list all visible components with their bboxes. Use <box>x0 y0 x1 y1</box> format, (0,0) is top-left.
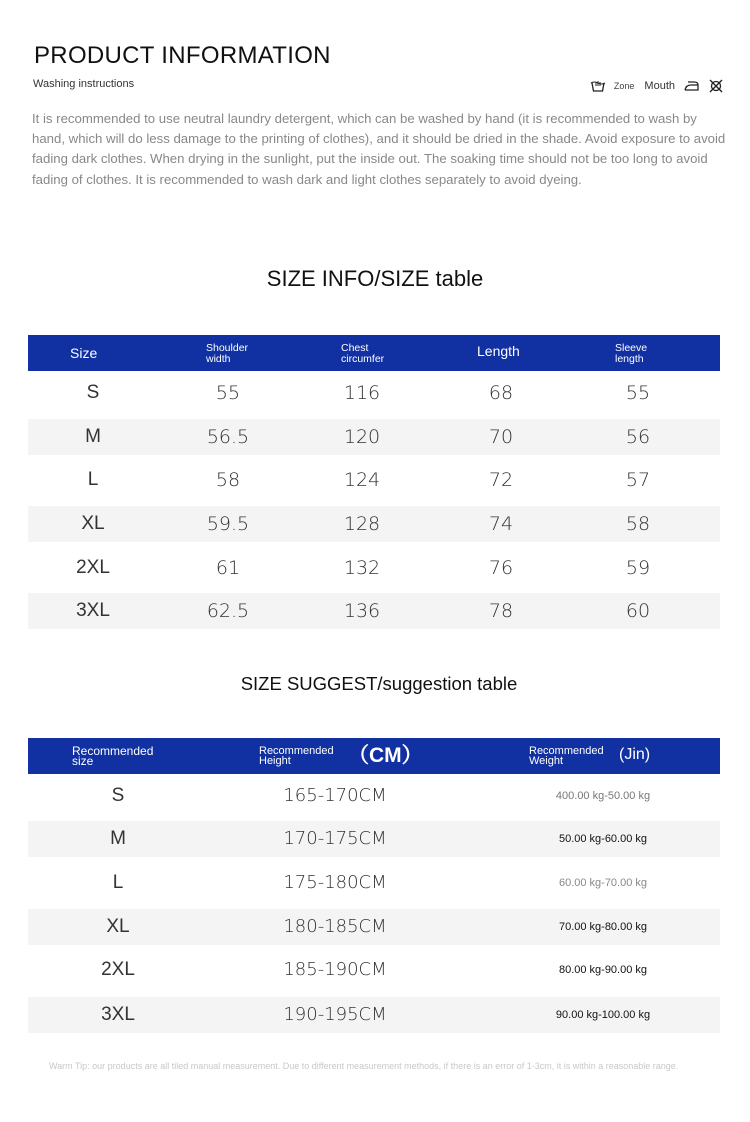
cell-size: 2XL <box>76 557 110 578</box>
cell-height: 190-195CM <box>283 1004 387 1025</box>
size-suggest-title: SIZE SUGGEST/suggestion table <box>240 673 518 694</box>
no-tumble-dry-icon <box>708 78 724 94</box>
cell-length: 68 <box>488 382 514 404</box>
cell-height: 180-185CM <box>283 916 387 937</box>
size-suggest-row <box>28 909 720 945</box>
iron-icon <box>683 79 700 93</box>
cell-chest: 132 <box>343 557 381 579</box>
header-rec-height <box>259 746 334 766</box>
cell-shoulder: 55 <box>215 382 241 404</box>
cell-length: 76 <box>488 557 514 579</box>
cell-size: L <box>87 469 99 490</box>
header-rec-weight-line1: Recommended <box>529 745 604 757</box>
size-suggest-row <box>28 778 720 814</box>
cell-size: M <box>85 426 101 447</box>
cell-length: 72 <box>488 469 514 491</box>
size-info-row <box>28 550 720 586</box>
header-rec-height-line1: Recommended <box>259 745 334 757</box>
size-info-row <box>28 419 720 455</box>
cell-size: 3XL <box>76 600 110 621</box>
cell-height: 185-190CM <box>283 959 387 980</box>
care-mouth-label: Mouth <box>644 80 675 92</box>
header-sleeve <box>615 343 647 364</box>
size-info-header <box>28 335 720 371</box>
cell-length: 70 <box>488 426 514 448</box>
hand-wash-icon <box>590 79 606 93</box>
cell-size: S <box>86 382 100 403</box>
header-shoulder-line2: width <box>206 352 231 365</box>
cell-size: L <box>112 872 124 893</box>
header-shoulder-line1: Shoulder <box>206 342 249 354</box>
header-chest <box>341 343 384 364</box>
header-chest-line1: Chest <box>341 342 369 354</box>
header-rec-size <box>72 746 153 766</box>
cell-shoulder: 59.5 <box>206 513 250 535</box>
cell-chest: 136 <box>343 600 381 622</box>
size-suggest-row <box>28 821 720 857</box>
header-rec-size-line1: Recommended <box>72 744 154 758</box>
cell-length: 78 <box>488 600 514 622</box>
care-zone-label: Zone <box>613 81 635 91</box>
cell-shoulder: 58 <box>215 469 241 491</box>
size-suggest-row <box>28 952 720 988</box>
cell-chest: 128 <box>343 513 381 535</box>
header-rec-height-line2: Height <box>259 755 291 767</box>
cell-sleeve: 59 <box>625 557 651 579</box>
header-size: Size <box>70 345 98 361</box>
header-shoulder <box>206 343 248 364</box>
cell-weight: 60.00 kg-70.00 kg <box>558 877 648 889</box>
size-info-title: SIZE INFO/SIZE table <box>266 266 484 291</box>
cell-size: M <box>110 828 126 849</box>
washing-instructions-text: It is recommended to use neutral laundry detergent, which can be washed by hand (it is recommended to wash by hand, which will do less damage to the printing of clothes), and it should be dried in the shade. Avoid exposure to avoid fading dark clothes. When drying in the sunlight, put the inside out. The soaking time should not be too long to avoid fading of clothes. It is recommended to wash dark and light clothes separately to avoid dyeing. <box>32 111 726 187</box>
cell-chest: 116 <box>343 382 381 404</box>
header-height-unit: （CM） <box>348 744 423 767</box>
size-info-row <box>28 375 720 411</box>
size-info-row <box>28 462 720 498</box>
cell-weight: 80.00 kg-90.00 kg <box>558 964 648 976</box>
washing-instructions-label: Washing instructions <box>33 78 135 90</box>
cell-length: 74 <box>488 513 514 535</box>
cell-size: XL <box>106 916 130 937</box>
cell-size: 2XL <box>101 959 135 980</box>
size-suggest-row <box>28 865 720 901</box>
cell-weight: 90.00 kg-100.00 kg <box>555 1009 651 1021</box>
cell-size: 3XL <box>101 1004 135 1025</box>
header-rec-weight <box>529 746 604 766</box>
cell-shoulder: 61 <box>215 557 241 579</box>
cell-shoulder: 62.5 <box>206 600 250 622</box>
cell-weight: 50.00 kg-60.00 kg <box>558 833 648 845</box>
cell-sleeve: 60 <box>625 600 651 622</box>
cell-size: XL <box>81 513 105 534</box>
header-sleeve-line2: length <box>615 352 644 365</box>
cell-height: 165-170CM <box>283 785 387 806</box>
header-sleeve-line1: Sleeve <box>615 342 648 354</box>
header-chest-line2: circumfer <box>341 352 385 365</box>
header-rec-size-line2: size <box>72 754 94 768</box>
page-title: PRODUCT INFORMATION <box>34 42 331 69</box>
cell-shoulder: 56.5 <box>206 426 250 448</box>
cell-height: 170-175CM <box>283 828 387 849</box>
cell-height: 175-180CM <box>283 872 387 893</box>
header-weight-unit: (Jin) <box>619 746 651 763</box>
care-icons-row <box>590 78 724 94</box>
cell-chest: 124 <box>343 469 381 491</box>
size-info-row <box>28 593 720 629</box>
cell-weight: 400.00 kg-50.00 kg <box>555 790 651 802</box>
size-info-row <box>28 506 720 542</box>
cell-size: S <box>111 785 125 806</box>
cell-chest: 120 <box>343 426 381 448</box>
header-rec-weight-line2: Weight <box>529 755 564 767</box>
cell-sleeve: 58 <box>625 513 651 535</box>
warm-tip-note: Warm Tip: our products are all tiled manual measurement. Due to different measurement methods, if there is an error of 1-3cm, it is within a reasonable range. <box>49 1061 679 1071</box>
cell-weight: 70.00 kg-80.00 kg <box>558 921 648 933</box>
cell-sleeve: 56 <box>625 426 651 448</box>
cell-sleeve: 55 <box>625 382 651 404</box>
size-suggest-row <box>28 997 720 1033</box>
cell-sleeve: 57 <box>625 469 651 491</box>
header-length: Length <box>477 343 520 359</box>
size-suggest-header <box>28 738 720 774</box>
